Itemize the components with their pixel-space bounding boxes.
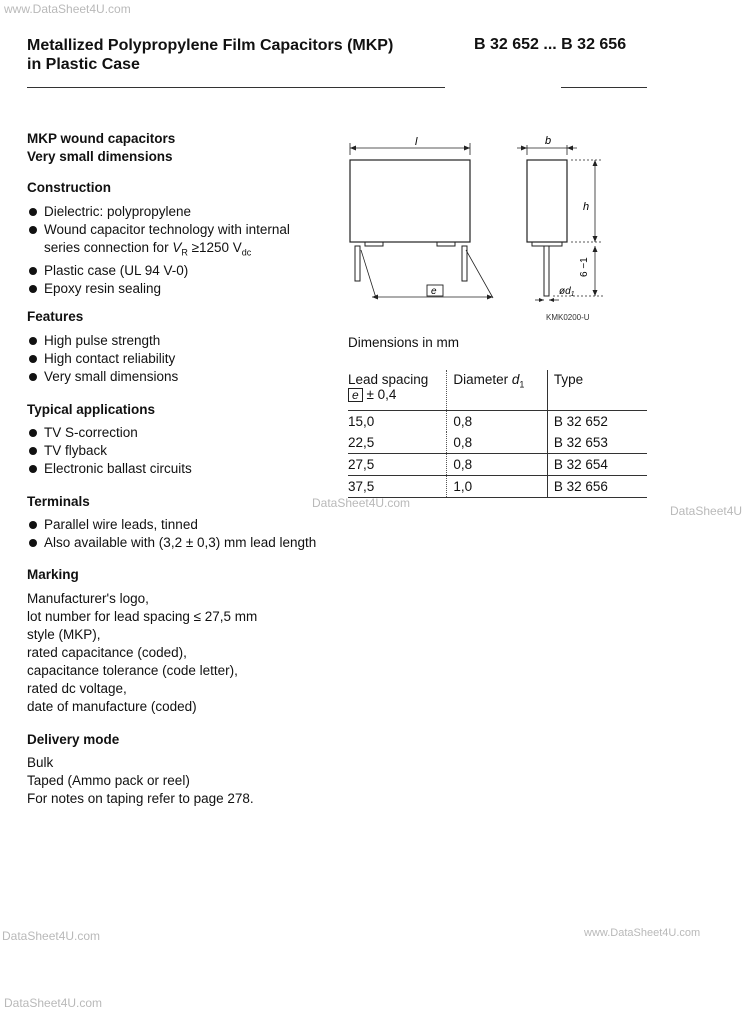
delivery-heading: Delivery mode	[27, 732, 120, 747]
cell-spacing: 27,5	[348, 454, 447, 476]
marking-list	[27, 590, 327, 716]
delivery-list	[27, 754, 347, 808]
list-item: Electronic ballast circuits	[27, 460, 327, 478]
list-item: Also available with (3,2 ± 0,3) mm lead length	[27, 534, 357, 552]
marking-heading: Marking	[27, 567, 79, 582]
header-diameter	[447, 370, 548, 411]
terminals-heading: Terminals	[27, 494, 90, 509]
marking-line: rated dc voltage,	[27, 681, 127, 696]
cell-spacing: 15,0	[348, 414, 375, 429]
applications-list	[27, 424, 327, 478]
table-row	[348, 411, 647, 433]
capacitor-body-front	[350, 160, 470, 242]
capacitor-body-side	[527, 160, 567, 242]
e-box: e	[348, 388, 363, 402]
watermark-top-left: www.DataSheet4U.com	[4, 2, 131, 16]
watermark-bottom-left: DataSheet4U.com	[2, 929, 101, 943]
label-b: b	[545, 135, 552, 147]
cell-type: B 32 653	[547, 432, 647, 454]
page-title	[27, 36, 393, 74]
lead-side	[544, 246, 549, 296]
construction-list	[27, 203, 327, 298]
standoff-front	[365, 242, 455, 246]
dimensions-caption: Dimensions in mm	[348, 335, 460, 350]
marking-line: date of manufacture (coded)	[27, 699, 197, 714]
label-l: l	[415, 136, 418, 148]
label-e: e	[431, 286, 437, 297]
features-list	[27, 332, 327, 386]
drawing-code: KMK0200-U	[546, 313, 590, 322]
intro-line-2: Very small dimensions	[27, 149, 173, 164]
intro-line-1: MKP wound capacitors	[27, 131, 176, 146]
vr-unit-subscript: dc	[241, 247, 252, 258]
cell-spacing: 37,5	[348, 476, 447, 498]
tolerance: ± 0,4	[362, 387, 397, 402]
delivery-line: For notes on taping refer to page 278.	[27, 791, 254, 806]
table-row	[348, 454, 647, 476]
cell-type: B 32 652	[547, 411, 647, 433]
header-type: Type	[547, 370, 647, 411]
header-lead-spacing	[348, 370, 447, 411]
list-item: Very small dimensions	[27, 368, 327, 386]
diameter-subscript: 1	[519, 379, 525, 390]
list-item: Epoxy resin sealing	[27, 280, 327, 298]
table-row	[348, 432, 647, 454]
header-rule-right	[561, 87, 647, 88]
cell-type: B 32 654	[547, 454, 647, 476]
header-lead-spacing-line2	[348, 387, 440, 402]
table-row	[348, 476, 647, 498]
cell-spacing: 22,5	[348, 432, 447, 454]
vr-value: ≥1250 V	[187, 240, 242, 255]
list-item	[27, 221, 327, 262]
header-lead-spacing-line1: Lead spacing	[348, 372, 429, 387]
label-d1: $ød_1$	[559, 286, 575, 298]
cell-diameter: 0,8	[447, 411, 548, 433]
table-header-row	[348, 370, 647, 411]
cell-type: B 32 656	[547, 476, 647, 498]
dimensions-table	[348, 370, 647, 498]
delivery-line: Taped (Ammo pack or reel)	[27, 773, 190, 788]
label-h: h	[583, 201, 590, 213]
part-number-range: B 32 652 ... B 32 656	[474, 36, 627, 53]
dimension-drawing	[335, 125, 625, 325]
delivery-line: Bulk	[27, 755, 54, 770]
features-heading: Features	[27, 309, 84, 324]
vr-symbol: V	[172, 240, 182, 255]
intro	[27, 130, 175, 166]
cell-diameter: 0,8	[447, 432, 548, 454]
construction-heading: Construction	[27, 180, 111, 195]
label-6: 6 −1	[579, 257, 590, 277]
cell-diameter: 1,0	[447, 476, 548, 498]
marking-line: rated capacitance (coded),	[27, 645, 187, 660]
marking-line: style (MKP),	[27, 627, 101, 642]
marking-line: lot number for lead spacing ≤ 27,5 mm	[27, 609, 258, 624]
lead-left	[355, 246, 360, 281]
terminals-list	[27, 516, 357, 552]
header-rule-left	[27, 87, 445, 88]
marking-line: Manufacturer's logo,	[27, 591, 149, 606]
title-line-2: in Plastic Case	[27, 56, 140, 73]
watermark-bottom-left-2: DataSheet4U.com	[4, 996, 103, 1010]
list-item: Dielectric: polypropylene	[27, 203, 327, 221]
diameter-symbol: d	[511, 372, 520, 387]
title-line-1: Metallized Polypropylene Film Capacitors (MKP)	[27, 37, 394, 54]
list-item: High contact reliability	[27, 350, 327, 368]
marking-line: capacitance tolerance (code letter),	[27, 663, 238, 678]
list-item: Parallel wire leads, tinned	[27, 516, 357, 534]
list-item: High pulse strength	[27, 332, 327, 350]
list-item: TV flyback	[27, 442, 327, 460]
vr-subscript: R	[181, 247, 188, 258]
list-item: TV S-correction	[27, 424, 327, 442]
watermark-bottom-right: www.DataSheet4U.com	[584, 927, 701, 939]
applications-heading: Typical applications	[27, 402, 156, 417]
diameter-label: Diameter	[453, 372, 512, 387]
watermark-mid-center: DataSheet4U.com	[312, 496, 411, 510]
construction-item2-line1: Wound capacitor technology with internal	[44, 222, 290, 237]
list-item: Plastic case (UL 94 V-0)	[27, 262, 327, 280]
watermark-mid-right: DataSheet4U	[670, 504, 742, 518]
construction-item2-prefix: series connection for	[44, 240, 173, 255]
cell-diameter: 0,8	[447, 454, 548, 476]
